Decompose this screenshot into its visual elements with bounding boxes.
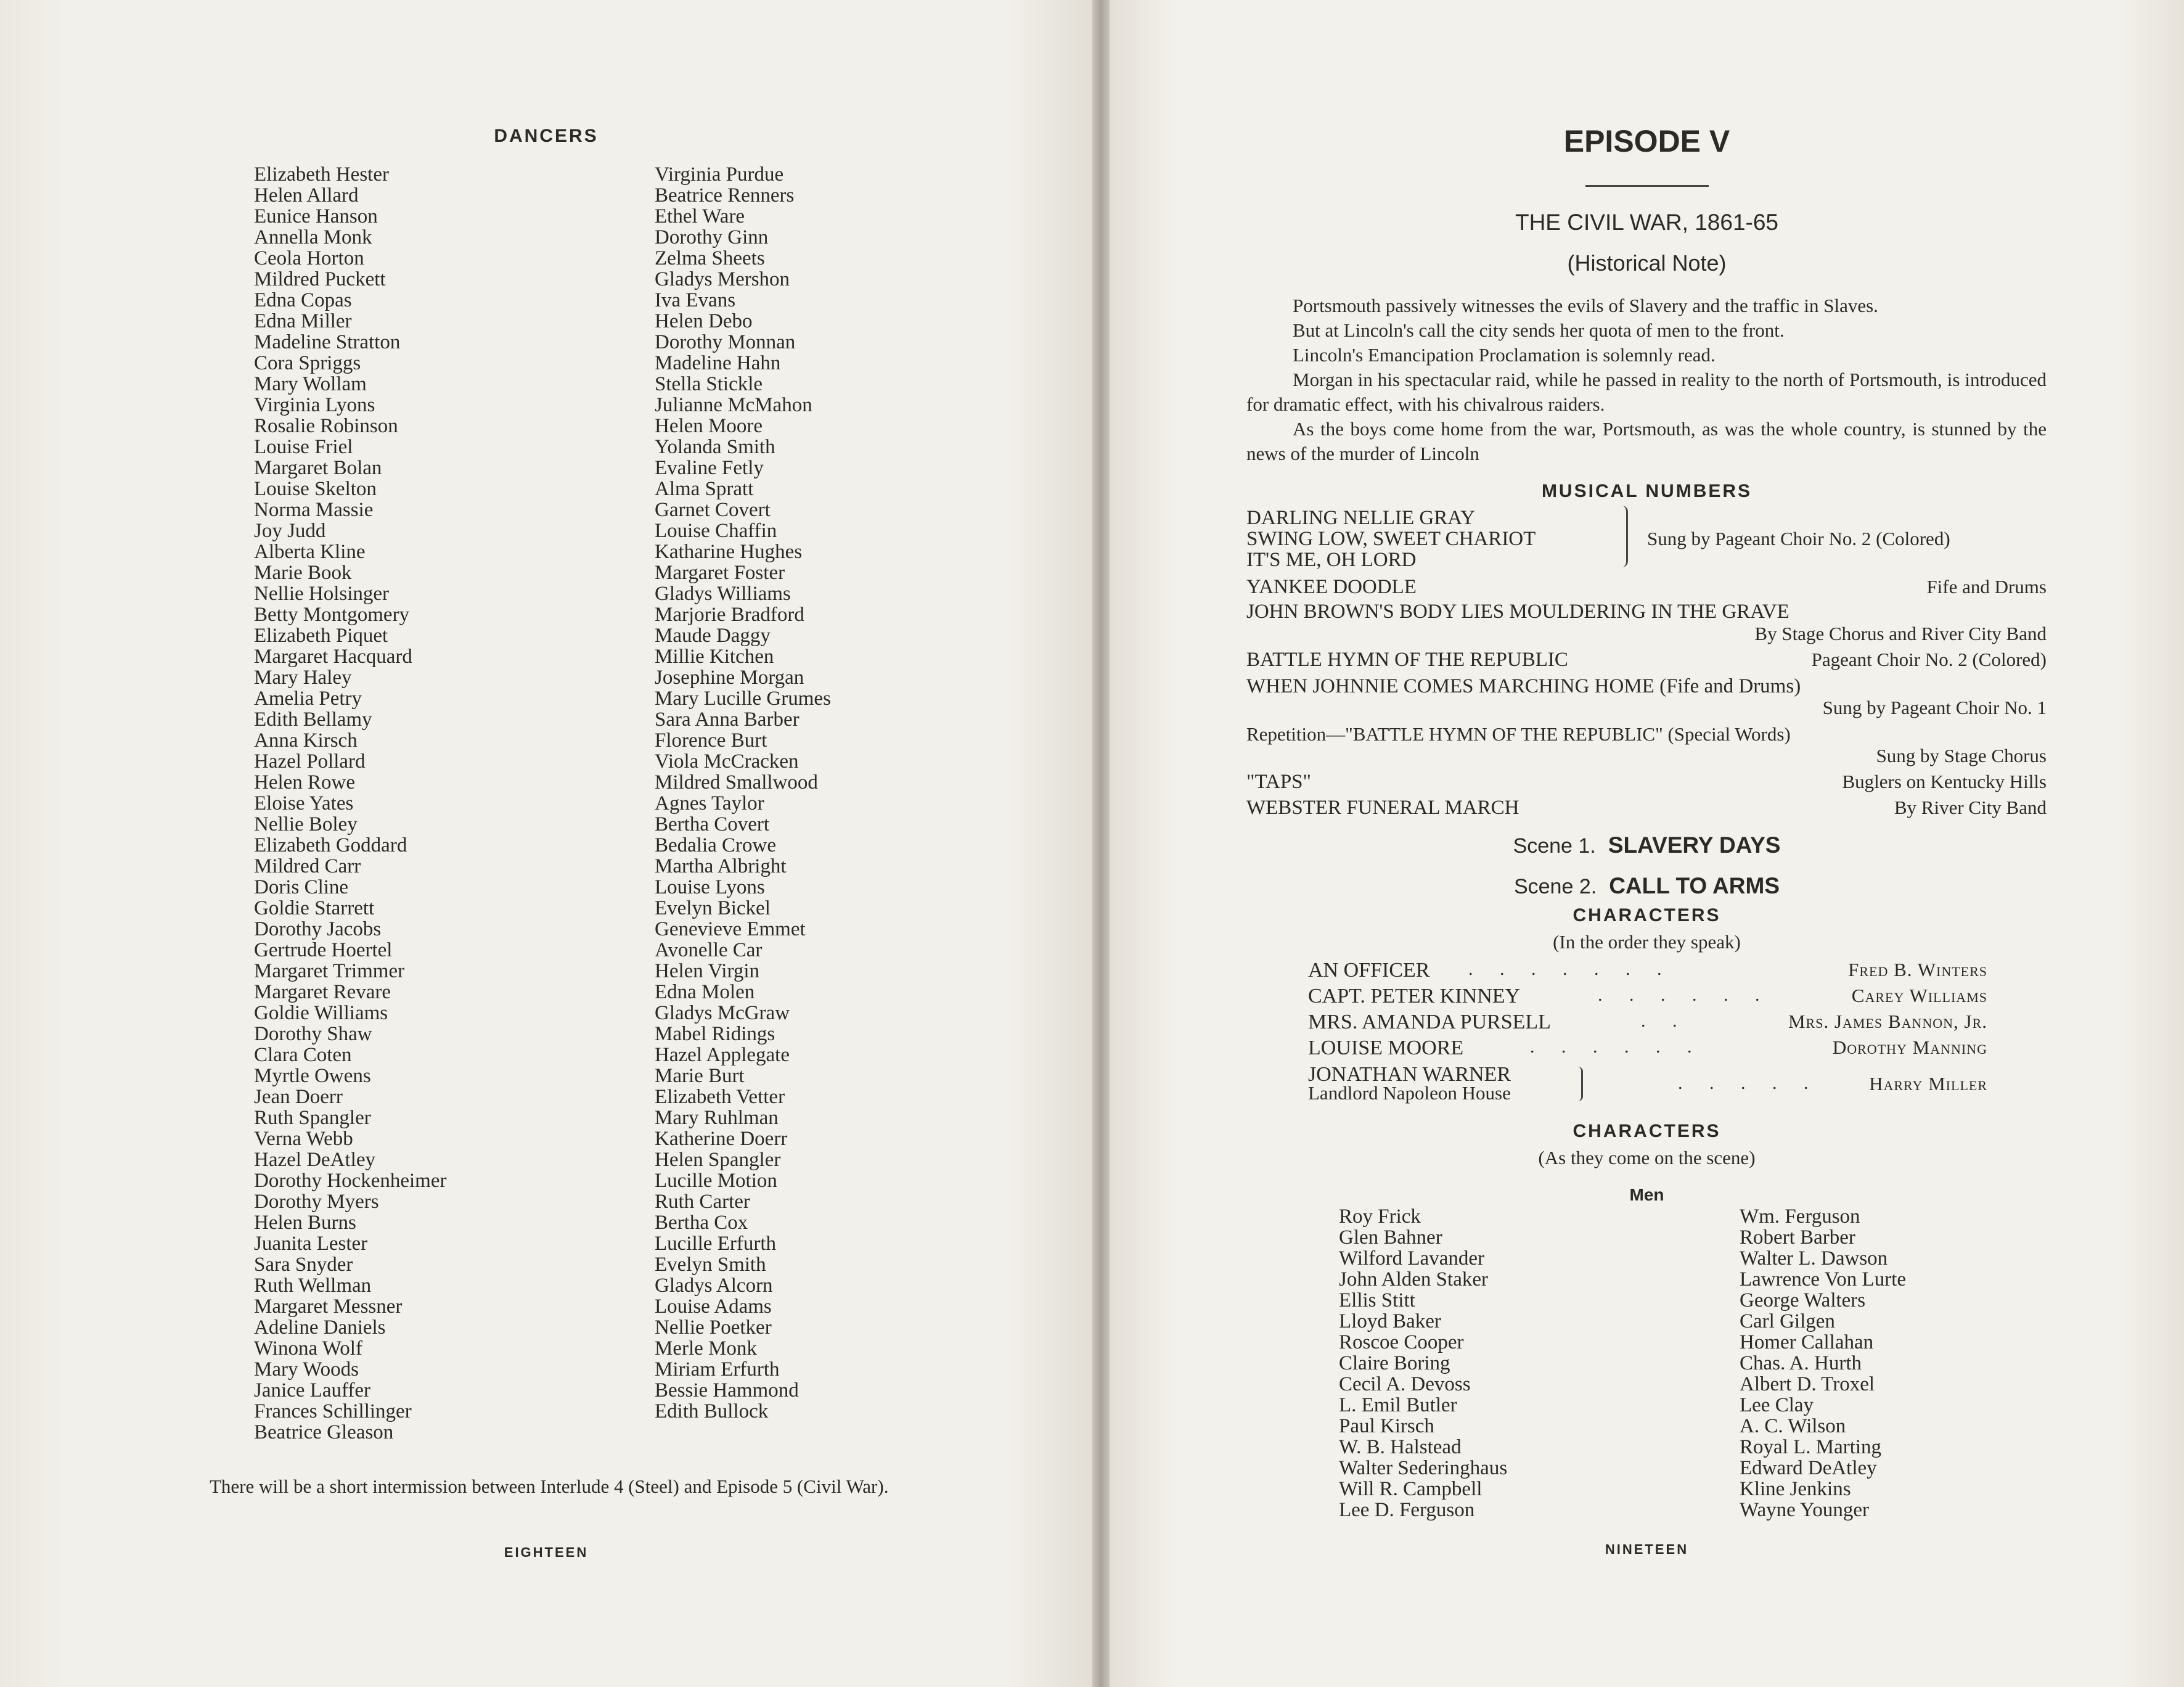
dancer-name: Sara Anna Barber bbox=[655, 708, 800, 731]
character-row bbox=[1308, 985, 1987, 1009]
cast-member-name: Walter Sederinghaus bbox=[1339, 1457, 1508, 1479]
cast-member-name: Walter L. Dawson bbox=[1740, 1247, 1888, 1270]
dancer-name: Mary Wollam bbox=[254, 373, 367, 395]
leader-dots: . . . . . bbox=[1678, 1073, 1820, 1093]
dancer-name: Nellie Holsinger bbox=[254, 583, 390, 605]
musical-number-row bbox=[1246, 649, 2047, 673]
dancer-name: Bertha Covert bbox=[655, 813, 770, 835]
dancer-name: Nellie Boley bbox=[254, 813, 358, 835]
character-actor: Carey Williams bbox=[1851, 985, 1987, 1006]
cast-member-name: Royal L. Marting bbox=[1740, 1436, 1882, 1458]
musical-number-row bbox=[1246, 549, 2047, 573]
cast-member-name: Claire Boring bbox=[1339, 1352, 1450, 1374]
dancer-name: Ruth Wellman bbox=[254, 1274, 372, 1297]
dancer-name: Anna Kirsch bbox=[254, 729, 358, 752]
dancer-name: Frances Schillinger bbox=[254, 1400, 412, 1422]
musical-number-title: YANKEE DOODLE bbox=[1246, 576, 1417, 598]
dancer-name: Betty Montgomery bbox=[254, 604, 410, 626]
cast-member-name: George Walters bbox=[1740, 1289, 1866, 1311]
dancer-name: Elizabeth Vetter bbox=[655, 1086, 785, 1108]
character-role: JONATHAN WARNER bbox=[1308, 1063, 1511, 1086]
episode-title: EPISODE V bbox=[1563, 124, 1730, 158]
dancer-name: Eloise Yates bbox=[254, 792, 354, 815]
cast-member-name: W. B. Halstead bbox=[1339, 1436, 1462, 1458]
character-role: MRS. AMANDA PURSELL bbox=[1308, 1011, 1551, 1033]
musical-number-title: SWING LOW, SWEET CHARIOT bbox=[1246, 528, 1536, 550]
dancer-name: Helen Virgin bbox=[655, 960, 760, 982]
characters-subheading: (In the order they speak) bbox=[1553, 931, 1741, 953]
dancer-name: Gladys Alcorn bbox=[655, 1274, 773, 1297]
dancer-name: Genevieve Emmet bbox=[655, 918, 806, 940]
musical-number-row bbox=[1246, 771, 2047, 795]
dancer-name: Madeline Hahn bbox=[655, 352, 781, 374]
dancer-name: Margaret Hacquard bbox=[254, 646, 412, 668]
dancer-name: Helen Burns bbox=[254, 1212, 356, 1234]
character-actor: Dorothy Manning bbox=[1832, 1036, 1987, 1058]
dancer-name: Iva Evans bbox=[655, 289, 736, 311]
dancer-name: Dorothy Shaw bbox=[254, 1023, 372, 1045]
musical-number-performer: By Stage Chorus and River City Band bbox=[1754, 623, 2047, 644]
dancer-name: Virginia Purdue bbox=[655, 163, 784, 186]
dancer-name: Julianne McMahon bbox=[655, 394, 812, 416]
dancer-name: Marie Book bbox=[254, 562, 352, 584]
dancer-name: Madeline Stratton bbox=[254, 331, 401, 353]
dancer-name: Goldie Williams bbox=[254, 1002, 388, 1024]
dancer-name: Bessie Hammond bbox=[655, 1379, 799, 1402]
dancer-name: Millie Kitchen bbox=[655, 646, 774, 668]
cast-member-name: Paul Kirsch bbox=[1339, 1415, 1434, 1437]
dancer-name: Helen Spangler bbox=[655, 1149, 781, 1171]
dancer-name: Ceola Horton bbox=[254, 247, 364, 269]
dancers-list-column-1 bbox=[254, 164, 447, 1443]
dancer-name: Nellie Poetker bbox=[655, 1316, 772, 1339]
cast-member-name: Chas. A. Hurth bbox=[1740, 1352, 1862, 1374]
dancer-name: Annella Monk bbox=[254, 226, 372, 248]
musical-number-title: IT'S ME, OH LORD bbox=[1246, 549, 1417, 571]
cast-member-name: L. Emil Butler bbox=[1339, 1394, 1457, 1416]
historical-note-paragraph: Portsmouth passively witnesses the evils of Slavery and the traffic in Slaves. bbox=[1293, 295, 1878, 316]
dancer-name: Edith Bellamy bbox=[254, 708, 372, 731]
dancer-name: Louise Skelton bbox=[254, 478, 377, 500]
scene-title: CALL TO ARMS bbox=[1609, 873, 1780, 898]
dancer-name: Cora Spriggs bbox=[254, 352, 361, 374]
cast-member-name: Kline Jenkins bbox=[1740, 1478, 1851, 1500]
cast-member-name: Roy Frick bbox=[1339, 1205, 1421, 1228]
cast-member-name: Wm. Ferguson bbox=[1740, 1205, 1860, 1228]
dancer-name: Mildred Puckett bbox=[254, 268, 386, 290]
leader-dots: . . bbox=[1641, 1011, 1688, 1031]
dancer-name: Adeline Daniels bbox=[254, 1316, 386, 1339]
dancer-name: Dorothy Monnan bbox=[655, 331, 796, 353]
dancer-name: Margaret Foster bbox=[655, 562, 785, 584]
cast-member-name: John Alden Staker bbox=[1339, 1268, 1488, 1291]
dancer-name: Dorothy Jacobs bbox=[254, 918, 382, 940]
dancer-name: Maude Daggy bbox=[655, 625, 771, 647]
dancer-name: Helen Debo bbox=[655, 310, 753, 332]
dancer-name: Louise Lyons bbox=[655, 876, 765, 898]
dancer-name: Margaret Bolan bbox=[254, 457, 382, 479]
musical-number-performer: Pageant Choir No. 2 (Colored) bbox=[1811, 649, 2047, 670]
musical-number-performer: Sung by Stage Chorus bbox=[1876, 745, 2047, 766]
dancer-name: Viola McCracken bbox=[655, 750, 799, 773]
dancer-name: Louise Chaffin bbox=[655, 520, 777, 542]
dancer-name: Evelyn Smith bbox=[655, 1254, 766, 1276]
intermission-note: There will be a short intermission between Interlude 4 (Steel) and Episode 5 (Civil War). bbox=[210, 1476, 889, 1497]
dancer-name: Bedalia Crowe bbox=[655, 834, 777, 856]
era-title: THE CIVIL WAR, 1861-65 bbox=[1515, 210, 1779, 235]
dancer-name: Mary Woods bbox=[254, 1358, 359, 1381]
dancer-name: Goldie Starrett bbox=[254, 897, 375, 919]
cast-member-name: Homer Callahan bbox=[1740, 1331, 1874, 1353]
dancer-name: Virginia Lyons bbox=[254, 394, 375, 416]
musical-numbers-heading: MUSICAL NUMBERS bbox=[1541, 481, 1753, 501]
character-actor: Fred B. Winters bbox=[1848, 959, 1987, 980]
dancers-list-column-2 bbox=[655, 164, 831, 1422]
cast-member-name: Albert D. Troxel bbox=[1740, 1373, 1875, 1395]
dancer-name: Norma Massie bbox=[254, 499, 374, 521]
character-role: AN OFFICER bbox=[1308, 959, 1430, 982]
cast-member-name: Wayne Younger bbox=[1740, 1499, 1869, 1521]
scene-title: SLAVERY DAYS bbox=[1608, 832, 1781, 858]
dancer-name: Gladys Mershon bbox=[655, 268, 790, 290]
men-list-column-1 bbox=[1339, 1206, 1507, 1521]
cast-member-name: Ellis Stitt bbox=[1339, 1289, 1415, 1311]
book-gutter bbox=[1092, 0, 1110, 1687]
characters-subheading: (As they come on the scene) bbox=[1538, 1147, 1756, 1168]
dancers-heading: DANCERS bbox=[494, 126, 599, 146]
dancer-name: Merle Monk bbox=[655, 1337, 757, 1360]
dancer-name: Elizabeth Piquet bbox=[254, 625, 388, 647]
scene-number: Scene 2. bbox=[1513, 875, 1597, 898]
dancer-name: Gertrude Hoertel bbox=[254, 939, 393, 961]
dancer-name: Marjorie Bradford bbox=[655, 604, 804, 626]
dancer-name: Louise Adams bbox=[655, 1295, 772, 1318]
musical-number-row bbox=[1246, 623, 2047, 647]
musical-number-performer: Fife and Drums bbox=[1926, 576, 2047, 597]
musical-number-row bbox=[1246, 697, 2047, 721]
dancer-name: Margaret Trimmer bbox=[254, 960, 405, 982]
cast-member-name: Edward DeAtley bbox=[1740, 1457, 1877, 1479]
dancer-name: Bertha Cox bbox=[655, 1212, 748, 1234]
dancer-name: Elizabeth Goddard bbox=[254, 834, 407, 856]
scene-number: Scene 1. bbox=[1513, 834, 1596, 858]
leader-dots: . . . . . . bbox=[1598, 985, 1771, 1005]
dancer-name: Elizabeth Hester bbox=[254, 163, 389, 186]
musical-number-title: DARLING NELLIE GRAY bbox=[1246, 507, 1475, 529]
men-list-column-2 bbox=[1740, 1206, 1906, 1521]
dancer-name: Ruth Carter bbox=[655, 1191, 750, 1213]
dancer-name: Amelia Petry bbox=[254, 688, 362, 710]
musical-number-row bbox=[1246, 723, 2047, 748]
dancer-name: Dorothy Myers bbox=[254, 1191, 379, 1213]
cast-member-name: Glen Bahner bbox=[1339, 1226, 1442, 1249]
character-actor: Harry Miller bbox=[1869, 1073, 1987, 1094]
musical-number-row bbox=[1246, 745, 2047, 770]
character-role-landlord: Landlord Napoleon House bbox=[1308, 1082, 1511, 1104]
character-role: CAPT. PETER KINNEY bbox=[1308, 985, 1521, 1008]
leader-dots: . . . . . . . bbox=[1468, 959, 1673, 979]
dancer-name: Verna Webb bbox=[254, 1128, 353, 1150]
dancer-name: Jean Doerr bbox=[254, 1086, 343, 1108]
dancer-name: Dorothy Ginn bbox=[655, 226, 769, 248]
dancer-name: Katherine Doerr bbox=[655, 1128, 788, 1150]
dancer-name: Winona Wolf bbox=[254, 1337, 362, 1360]
dancer-name: Beatrice Renners bbox=[655, 184, 795, 207]
dancer-name: Alma Spratt bbox=[655, 478, 754, 500]
dancer-name: Lucille Erfurth bbox=[655, 1233, 777, 1255]
cast-member-name: Lee D. Ferguson bbox=[1339, 1499, 1475, 1521]
dancer-name: Beatrice Gleason bbox=[254, 1421, 394, 1443]
characters-heading: CHARACTERS bbox=[1573, 1121, 1721, 1141]
grouping-brace bbox=[1616, 506, 1628, 567]
musical-number-title: WEBSTER FUNERAL MARCH bbox=[1246, 797, 1519, 819]
dancer-name: Helen Rowe bbox=[254, 771, 356, 794]
dancer-name: Gladys McGraw bbox=[655, 1002, 790, 1024]
scene-2-heading bbox=[1110, 873, 2184, 899]
character-actor: Mrs. James Bannon, Jr. bbox=[1788, 1011, 1987, 1032]
cast-member-name: Carl Gilgen bbox=[1740, 1310, 1835, 1332]
leader-dots: . . . . . . bbox=[1530, 1036, 1703, 1057]
dancer-name: Mildred Carr bbox=[254, 855, 361, 877]
character-row bbox=[1308, 1011, 1987, 1035]
dancer-name: Florence Burt bbox=[655, 729, 767, 752]
dancer-name: Doris Cline bbox=[254, 876, 349, 898]
cast-member-name: Lawrence Von Lurte bbox=[1740, 1268, 1907, 1291]
dancer-name: Edna Miller bbox=[254, 310, 352, 332]
dancer-name: Marie Burt bbox=[655, 1065, 745, 1087]
dancer-name: Edna Copas bbox=[254, 289, 352, 311]
cast-member-name: Cecil A. Devoss bbox=[1339, 1373, 1471, 1395]
dancer-name: Helen Moore bbox=[655, 415, 763, 437]
title-divider bbox=[1585, 185, 1709, 187]
musical-number-performer: Sung by Pageant Choir No. 1 bbox=[1822, 697, 2047, 718]
dancer-name: Evaline Fetly bbox=[655, 457, 764, 479]
dancer-name: Zelma Sheets bbox=[655, 247, 765, 269]
cast-member-name: Lee Clay bbox=[1740, 1394, 1814, 1416]
scene-1-heading bbox=[1110, 832, 2184, 858]
dancer-name: Gladys Williams bbox=[655, 583, 791, 605]
cast-member-name: Roscoe Cooper bbox=[1339, 1331, 1464, 1353]
dancer-name: Myrtle Owens bbox=[254, 1065, 371, 1087]
musical-number-row bbox=[1246, 797, 2047, 821]
dancer-name: Avonelle Car bbox=[655, 939, 763, 961]
musical-number-title: Repetition—"BATTLE HYMN OF THE REPUBLIC" (Special Words) bbox=[1246, 723, 1791, 745]
page-number-left: EIGHTEEN bbox=[504, 1545, 589, 1560]
dancer-name: Stella Stickle bbox=[655, 373, 763, 395]
cast-member-name: Will R. Campbell bbox=[1339, 1478, 1483, 1500]
dancer-name: Katharine Hughes bbox=[655, 541, 803, 563]
musical-number-title: "TAPS" bbox=[1246, 771, 1311, 793]
musical-number-performer: By River City Band bbox=[1894, 797, 2047, 818]
musical-number-row bbox=[1246, 601, 2047, 625]
dancer-name: Mildred Smallwood bbox=[655, 771, 818, 794]
men-heading: Men bbox=[1629, 1185, 1664, 1204]
musical-number-title: JOHN BROWN'S BODY LIES MOULDERING IN THE GRAVE bbox=[1246, 601, 1789, 623]
historical-note-heading: (Historical Note) bbox=[1567, 250, 1727, 276]
dancer-name: Agnes Taylor bbox=[655, 792, 764, 815]
cast-member-name: Wilford Lavander bbox=[1339, 1247, 1484, 1270]
dancer-name: Ruth Spangler bbox=[254, 1107, 371, 1129]
grouping-brace bbox=[1575, 1067, 1583, 1101]
dancer-name: Ethel Ware bbox=[655, 205, 745, 228]
dancer-name: Mabel Ridings bbox=[655, 1023, 775, 1045]
dancer-name: Helen Allard bbox=[254, 184, 359, 207]
musical-number-performer: Buglers on Kentucky Hills bbox=[1842, 771, 2047, 792]
dancer-name: Margaret Revare bbox=[254, 981, 391, 1003]
dancer-name: Clara Coten bbox=[254, 1044, 352, 1066]
dancer-name: Yolanda Smith bbox=[655, 436, 775, 458]
cast-member-name: Lloyd Baker bbox=[1339, 1310, 1441, 1332]
character-row bbox=[1308, 1036, 1987, 1061]
dancer-name: Garnet Covert bbox=[655, 499, 771, 521]
dancer-name: Rosalie Robinson bbox=[254, 415, 398, 437]
dancer-name: Dorothy Hockenheimer bbox=[254, 1170, 447, 1192]
cast-member-name: Robert Barber bbox=[1740, 1226, 1855, 1249]
dancer-name: Margaret Messner bbox=[254, 1295, 403, 1318]
historical-note-paragraph: Lincoln's Emancipation Proclamation is solemnly read. bbox=[1293, 344, 1716, 366]
dancer-name: Alberta Kline bbox=[254, 541, 366, 563]
musical-number-title: WHEN JOHNNIE COMES MARCHING HOME (Fife and Drums) bbox=[1246, 675, 1801, 697]
dancer-name: Mary Lucille Grumes bbox=[655, 688, 831, 710]
historical-note-paragraph: As the boys come home from the war, Portsmouth, as was the whole country, is stunned by the news of the murder of Lincoln bbox=[1246, 418, 2047, 464]
character-role: LOUISE MOORE bbox=[1308, 1036, 1464, 1059]
musical-number-title: BATTLE HYMN OF THE REPUBLIC bbox=[1246, 649, 1568, 671]
dancer-name: Miriam Erfurth bbox=[655, 1358, 780, 1381]
musical-number-row bbox=[1246, 675, 2047, 700]
dancer-name: Eunice Hanson bbox=[254, 205, 378, 228]
historical-note-paragraph: But at Lincoln's call the city sends her quota of men to the front. bbox=[1293, 319, 1785, 341]
dancer-name: Louise Friel bbox=[254, 436, 353, 458]
dancer-name: Edna Molen bbox=[655, 981, 755, 1003]
dancer-name: Joy Judd bbox=[254, 520, 326, 542]
dancer-name: Juanita Lester bbox=[254, 1233, 368, 1255]
page-number-right: NINETEEN bbox=[1605, 1541, 1689, 1557]
dancer-name: Evelyn Bickel bbox=[655, 897, 771, 919]
dancer-name: Lucille Motion bbox=[655, 1170, 777, 1192]
character-row bbox=[1308, 959, 1987, 983]
dancer-name: Martha Albright bbox=[655, 855, 787, 877]
dancer-name: Janice Lauffer bbox=[254, 1379, 371, 1402]
dancer-name: Hazel Applegate bbox=[655, 1044, 790, 1066]
cast-member-name: A. C. Wilson bbox=[1740, 1415, 1846, 1437]
dancer-name: Hazel DeAtley bbox=[254, 1149, 375, 1171]
dancer-name: Hazel Pollard bbox=[254, 750, 366, 773]
dancer-name: Mary Ruhlman bbox=[655, 1107, 779, 1129]
musical-number-row bbox=[1246, 576, 2047, 601]
dancer-name: Josephine Morgan bbox=[655, 667, 804, 689]
dancer-name: Mary Haley bbox=[254, 667, 352, 689]
dancer-name: Edith Bullock bbox=[655, 1400, 769, 1422]
musical-group-performer: Sung by Pageant Choir No. 2 (Colored) bbox=[1647, 528, 1950, 549]
dancer-name: Sara Snyder bbox=[254, 1254, 353, 1276]
characters-heading: CHARACTERS bbox=[1573, 905, 1721, 926]
historical-note-paragraph: Morgan in his spectacular raid, while he passed in reality to the north of Portsmouth, is introduced for dramatic effect, with his chivalrous raiders. bbox=[1246, 369, 2047, 415]
